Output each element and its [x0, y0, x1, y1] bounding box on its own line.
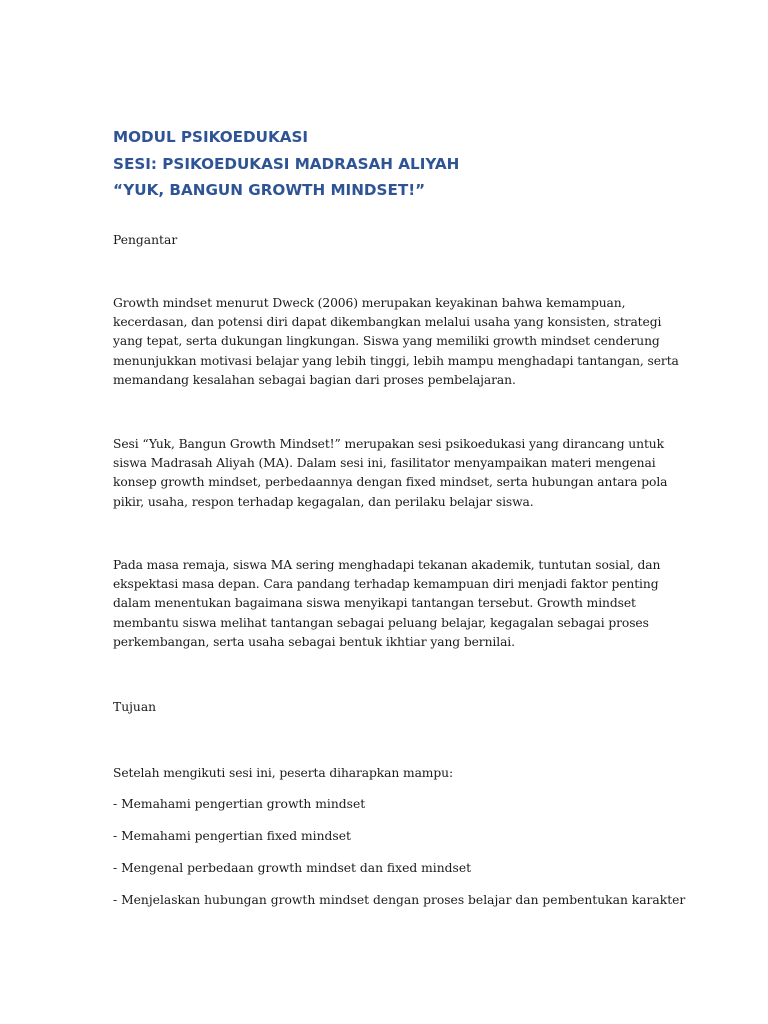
paragraph-line: Growth mindset menurut Dweck (2006) merupakan keyakinan bahwa kemampuan, — [113, 296, 626, 310]
list-item: - Mengenal perbedaan growth mindset dan fixed mindset — [113, 861, 472, 875]
paragraph-line: pikir, usaha, respon terhadap kegagalan, dan perilaku belajar siswa. — [113, 494, 534, 509]
list-item: - Menjelaskan hubungan growth mindset dengan proses belajar dan pembentukan karakter — [113, 893, 686, 907]
paragraph-line: Sesi “Yuk, Bangun Growth Mindset!” merupakan sesi psikoedukasi yang dirancang untuk — [113, 437, 664, 451]
title-line-module: MODUL PSIKOEDUKASI — [113, 128, 309, 146]
document-content — [113, 124, 686, 907]
paragraph-line: ekspektasi masa depan. Cara pandang terhadap kemampuan diri menjadi faktor penting — [113, 577, 659, 592]
paragraph-line: memandang kesalahan sebagai bagian dari proses pembelajaran. — [113, 372, 516, 387]
title-line-theme: “YUK, BANGUN GROWTH MINDSET!” — [113, 181, 426, 199]
tujuan-intro: Setelah mengikuti sesi ini, peserta diharapkan mampu: — [113, 766, 454, 780]
list-item: - Memahami pengertian growth mindset — [113, 797, 366, 811]
title-line-session: SESI: PSIKOEDUKASI MADRASAH ALIYAH — [113, 154, 460, 173]
paragraph-line: siswa Madrasah Aliyah (MA). Dalam sesi ini, fasilitator menyampaikan materi mengenai — [113, 456, 656, 471]
paragraph-line: menunjukkan motivasi belajar yang lebih tinggi, lebih mampu menghadapi tantangan, serta — [113, 353, 679, 368]
paragraph-line: perkembangan, serta usaha sebagai bentuk ikhtiar yang bernilai. — [113, 634, 515, 649]
paragraph-adolescence-context — [113, 556, 660, 652]
paragraph-line: konsep growth mindset, perbedaannya dengan fixed mindset, serta hubungan antara pola — [113, 475, 668, 490]
paragraph-line: Pada masa remaja, siswa MA sering menghadapi tekanan akademik, tuntutan sosial, dan — [113, 558, 661, 572]
paragraph-growth-mindset-definition — [113, 294, 679, 390]
paragraph-session-description — [113, 435, 667, 512]
list-item: - Memahami pengertian fixed mindset — [113, 829, 351, 843]
paragraph-line: dalam menentukan bagaimana siswa menyikapi tantangan tersebut. Growth mindset — [113, 596, 636, 611]
paragraph-line: kecerdasan, dan potensi diri dapat dikembangkan melalui usaha yang konsisten, strategi — [113, 315, 662, 330]
document-title — [113, 124, 658, 204]
paragraph-line: membantu siswa melihat tantangan sebagai peluang belajar, kegagalan sebagai proses — [113, 615, 649, 630]
section-heading-pengantar: Pengantar — [113, 233, 178, 247]
section-heading-tujuan: Tujuan — [113, 700, 157, 714]
paragraph-line: yang tepat, serta dukungan lingkungan. Siswa yang memiliki growth mindset cenderung — [113, 334, 660, 349]
